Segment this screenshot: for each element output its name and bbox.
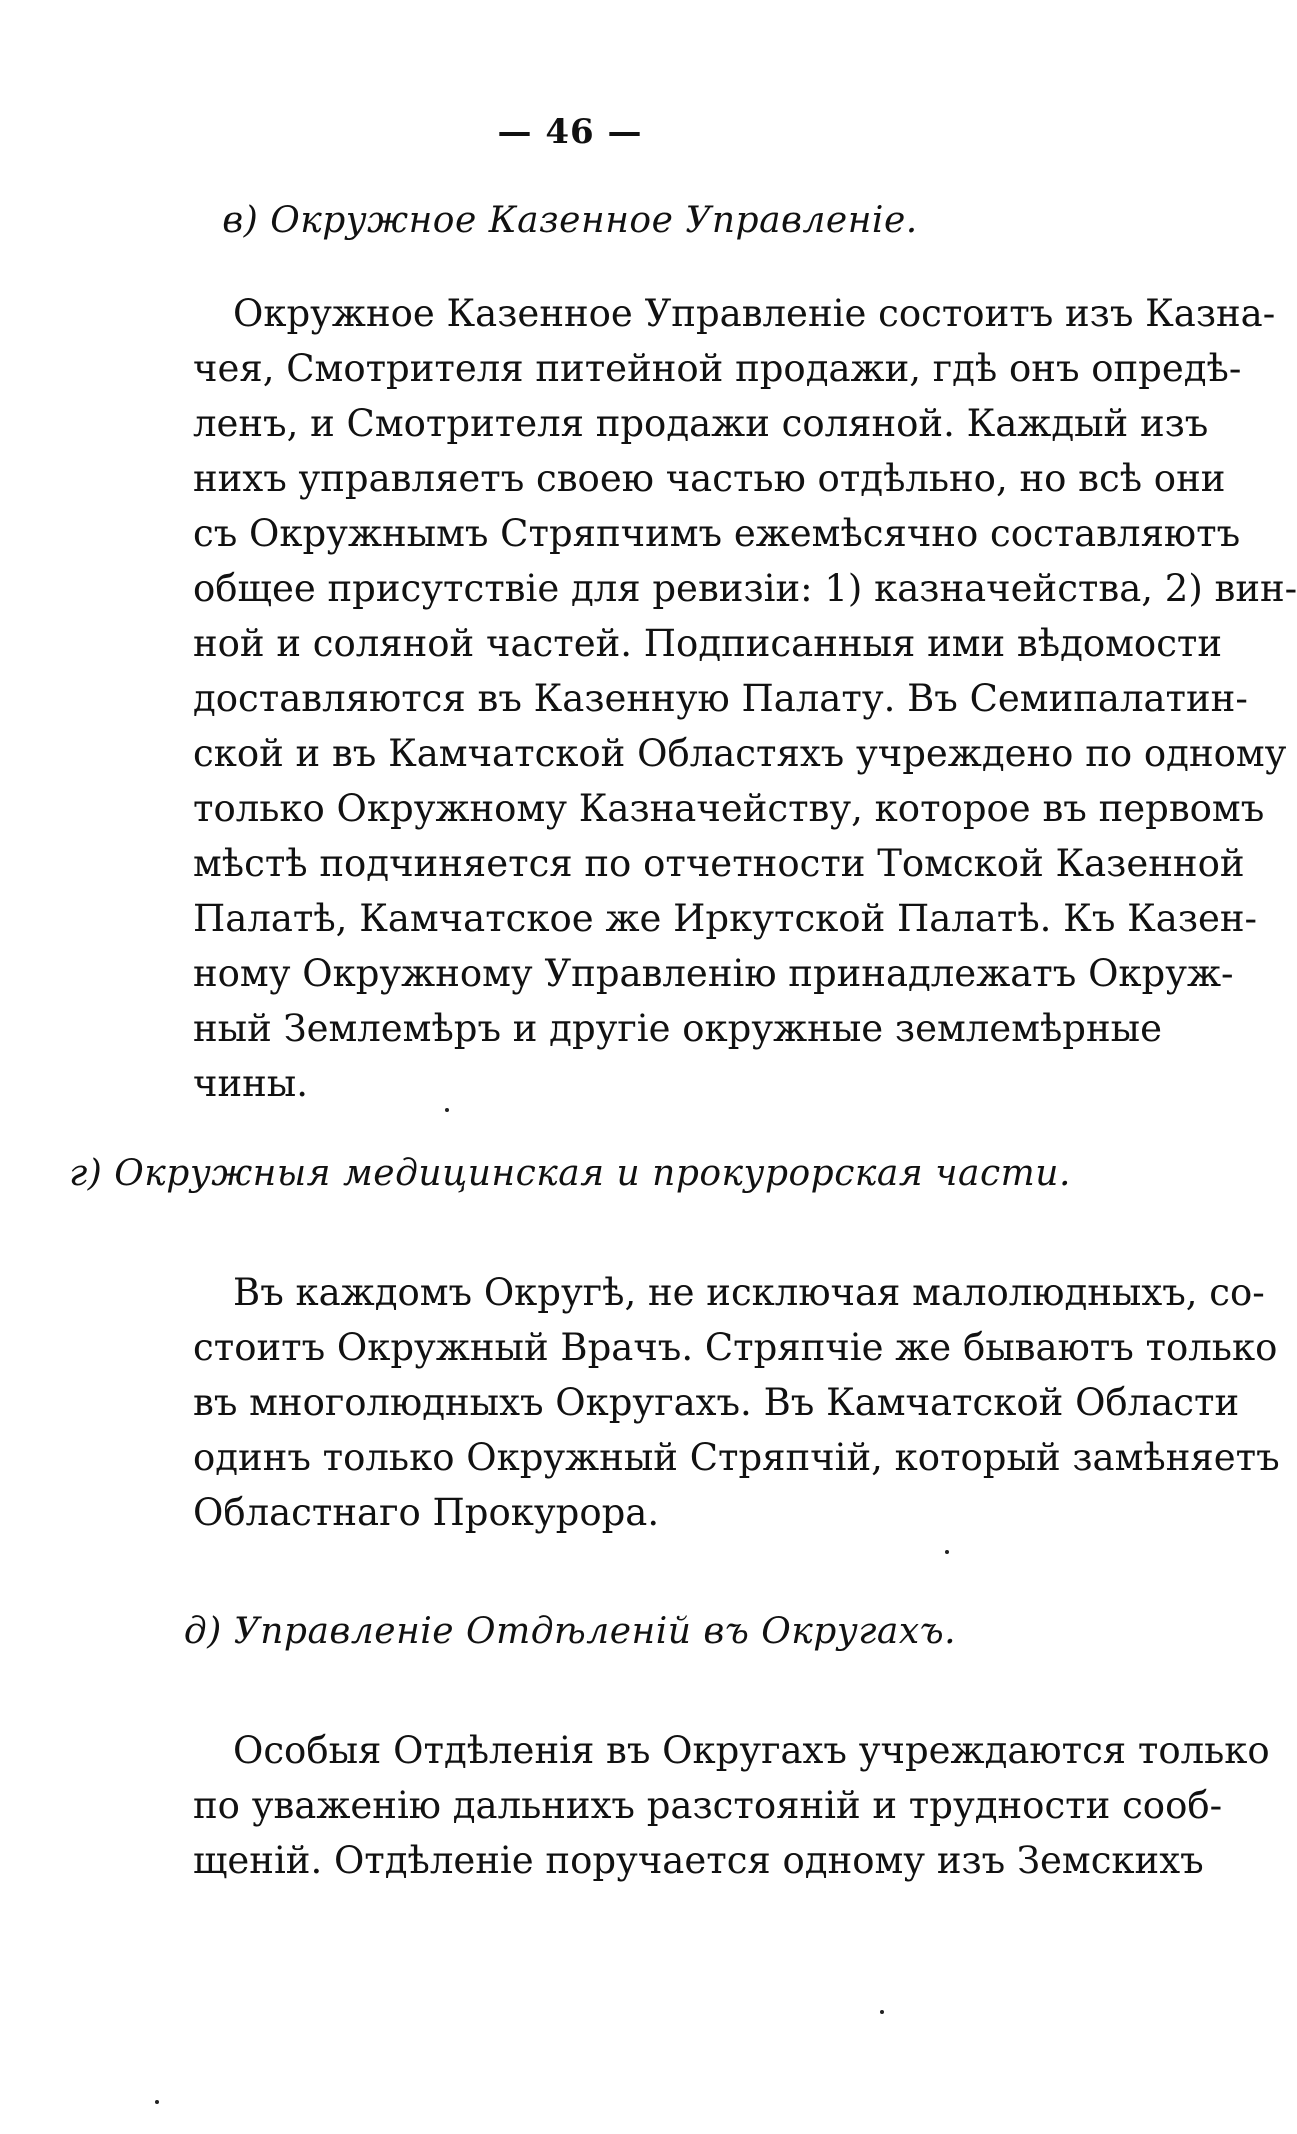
- text-line: ный Землемѣръ и другіе окружные землемѣрные: [193, 1007, 1162, 1050]
- text-line: съ Окружнымъ Стряпчимъ ежемѣсячно составляютъ: [193, 512, 1241, 555]
- scan-speck: [445, 1108, 449, 1112]
- text-line: Окружное Казенное Управленіе состоитъ изъ Казна-: [233, 292, 1276, 335]
- text-line: ской и въ Камчатской Областяхъ учреждено по одному: [193, 732, 1287, 775]
- text-line: чея, Смотрителя питейной продажи, гдѣ онъ опредѣ-: [193, 347, 1242, 390]
- text-line: ной и соляной частей. Подписанныя ими вѣдомости: [193, 622, 1223, 665]
- scan-speck: [155, 2100, 159, 2104]
- text-line: стоитъ Окружный Врачъ. Стряпчіе же бываютъ только: [193, 1326, 1278, 1369]
- text-line: щеній. Отдѣленіе поручается одному изъ Земскихъ: [193, 1839, 1204, 1882]
- text-line: только Окружному Казначейству, которое въ первомъ: [193, 787, 1265, 830]
- scan-speck: [880, 2010, 884, 2014]
- text-line: Областнаго Прокурора.: [193, 1491, 660, 1534]
- text-line: ленъ, и Смотрителя продажи соляной. Каждый изъ: [193, 402, 1209, 445]
- text-line: Въ каждомъ Округѣ, не исключая малолюдныхъ, со-: [233, 1271, 1265, 1314]
- text-line: Палатѣ, Камчатское же Иркутской Палатѣ. Къ Казен-: [193, 897, 1258, 940]
- section-paragraph-d: [193, 1723, 1270, 1888]
- section-title-d: д) Управленіе Отдѣленій въ Округахъ.: [183, 1611, 957, 1652]
- text-line: одинъ только Окружный Стряпчій, который замѣняетъ: [193, 1436, 1280, 1479]
- text-line: доставляются въ Казенную Палату. Въ Семипалатин-: [193, 677, 1248, 720]
- page-number: — 46 —: [497, 112, 643, 152]
- text-line: нихъ управляетъ своею частью отдѣльно, но всѣ они: [193, 457, 1226, 500]
- text-line: чины.: [193, 1062, 308, 1105]
- text-line: общее присутствіе для ревизіи: 1) казначейства, 2) вин-: [193, 567, 1297, 610]
- section-paragraph-g: [193, 1265, 1280, 1540]
- text-line: по уваженію дальнихъ разстояній и трудности сооб-: [193, 1784, 1223, 1827]
- section-paragraph-v: [193, 286, 1297, 1111]
- section-title-g: г) Окружныя медицинская и прокурорская части.: [69, 1153, 1071, 1194]
- section-title-v: в) Окружное Казенное Управленіе.: [222, 200, 918, 241]
- text-line: мѣстѣ подчиняется по отчетности Томской Казенной: [193, 842, 1245, 885]
- text-line: въ многолюдныхъ Округахъ. Въ Камчатской Области: [193, 1381, 1240, 1424]
- scan-speck: [945, 1550, 949, 1554]
- text-line: ному Окружному Управленію принадлежатъ Окруж-: [193, 952, 1234, 995]
- text-line: Особыя Отдѣленія въ Округахъ учреждаются только: [233, 1729, 1270, 1772]
